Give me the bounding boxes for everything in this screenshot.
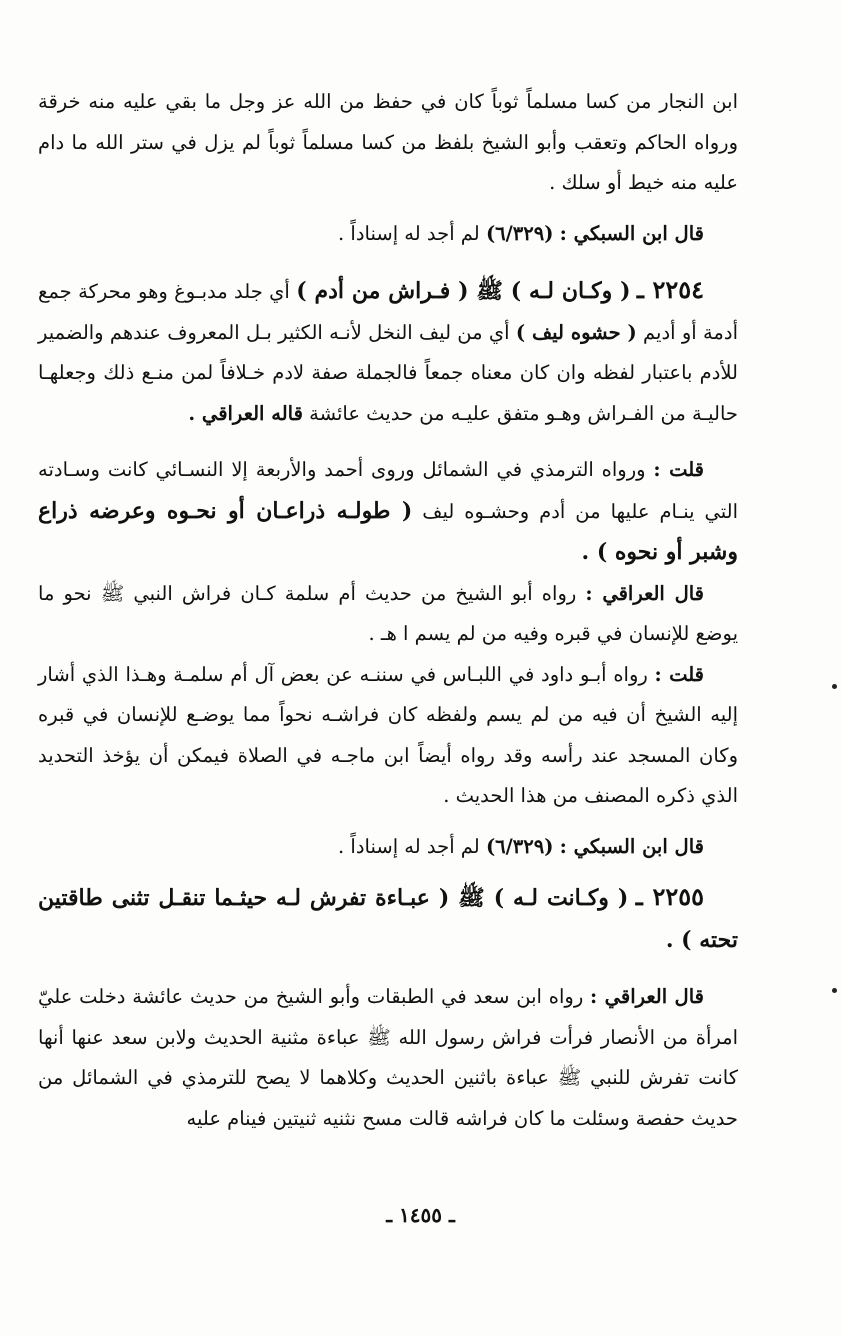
paragraph-subki-1 — [38, 214, 738, 255]
attribution: قاله العراقي . — [188, 401, 303, 425]
paragraph-iraqi-2 — [38, 977, 738, 1139]
hadith-text: ( وكـانت لـه ) ﷺ ( عبـاءة تفرش لـه حيثـما تنقـل تثنى طاقتين تحته ) . — [38, 885, 738, 953]
reference: (٦/٣٢٩) — [485, 834, 554, 858]
hadith-text: ( وكـان لـه ) ﷺ ( فـراش من أدم ) — [296, 278, 631, 304]
label: قال ابن السبكي : — [559, 834, 704, 858]
hadith-2255 — [38, 877, 738, 961]
label: قال العراقي : — [590, 985, 704, 1008]
paragraph-qultu-2 — [38, 655, 738, 817]
label: قال العراقي : — [585, 581, 705, 605]
label: قلت : — [654, 662, 704, 686]
paragraph-subki-2 — [38, 827, 738, 868]
paragraph-qultu-1 — [38, 450, 738, 574]
hadith-text: ( طولـه ذراعـان أو نحـوه وعرضه ذراع وشبر أو نحوه ) . — [38, 497, 738, 565]
commentary: أي من ليف النخل لأنـه الكثير بـل المعروف عندهم والضمير للأدم باعتبار لفظه وان كان معناه جمعاً فالجملة صفة لادم خـلافاً لمن منـع ذلك وجعلهـا حاليـة من الفـراش وهـو متفق عليـه من حديث عائشة — [38, 320, 738, 425]
margin-mark — [832, 988, 837, 993]
hadith-number: ٢٢٥٤ ـ — [636, 275, 705, 304]
hadith-number: ٢٢٥٥ ـ — [635, 882, 704, 911]
text: لم أجد له إسناداً . — [338, 221, 480, 245]
page-body — [38, 82, 738, 1139]
paragraph-intro — [38, 82, 738, 204]
hadith-2254 — [38, 270, 738, 434]
page-number: ـ ١٤٥٥ ـ — [386, 1203, 455, 1227]
label: قال ابن السبكي : — [559, 221, 704, 245]
text: ابن النجار من كسا مسلماً ثوباً كان في حفظ من الله عز وجل ما بقي عليه منه خرقة ورواه الحاكم وتعقب وأبو الشيخ بلفظ من كسا مسلماً ثوباً لم يزل في ستر الله ما دام عليه منه خيط أو سلك . — [38, 90, 738, 194]
text: ورواه الترمذي في الشمائل وروى أحمد والأربعة إلا النسـائي كانت وسـادته التي ينـام عليها من أدم وحشـوه ليف — [38, 458, 738, 523]
hadith-text: ( حشوه ليف ) — [515, 320, 637, 344]
label: قلت : — [653, 458, 704, 481]
text: رواه أبـو داود في اللبـاس في سننـه عن بعض آل أم سلمـة وهـذا الذي أشار إليه الشيخ أن فيه من لم يسم ولفظه كان فراشـه نحواً مما يوضـع للإنسان في قبره وكان المسجد عند رأسه وقد رواه أيضاً ابن ماجـه في الصلاة فيمكن أن يؤخذ التحديد الذي ذكره المصنف من هذا الحديث . — [38, 662, 738, 807]
paragraph-iraqi-1 — [38, 574, 738, 655]
text: رواه أبو الشيخ من حديث أم سلمة كـان فراش النبي ﷺ نحو ما يوضع للإنسان في قبره وفيه من لم يسم ا هـ . — [38, 581, 738, 645]
margin-mark — [832, 684, 837, 689]
commentary: أي جلد مدبـوغ وهو محركة جمع أدمة أو أديم — [38, 280, 738, 344]
text: لم أجد له إسناداً . — [338, 834, 480, 858]
reference: (٦/٣٢٩) — [485, 221, 554, 245]
text: رواه ابن سعد في الطبقات وأبو الشيخ من حديث عائشة دخلت عليّ امرأة من الأنصار فرأت فراش رسول الله ﷺ عباءة مثنية الحديث ولابن سعد عنها أنها كانت تفرش للنبي ﷺ عباءة باثنين الحديث وكلاهما لا يصح للترمذي في الشمائل من حديث حفصة وسئلت ما كان فراشه قالت مسح نثنيه ثنيتين فينام عليه — [38, 985, 738, 1130]
